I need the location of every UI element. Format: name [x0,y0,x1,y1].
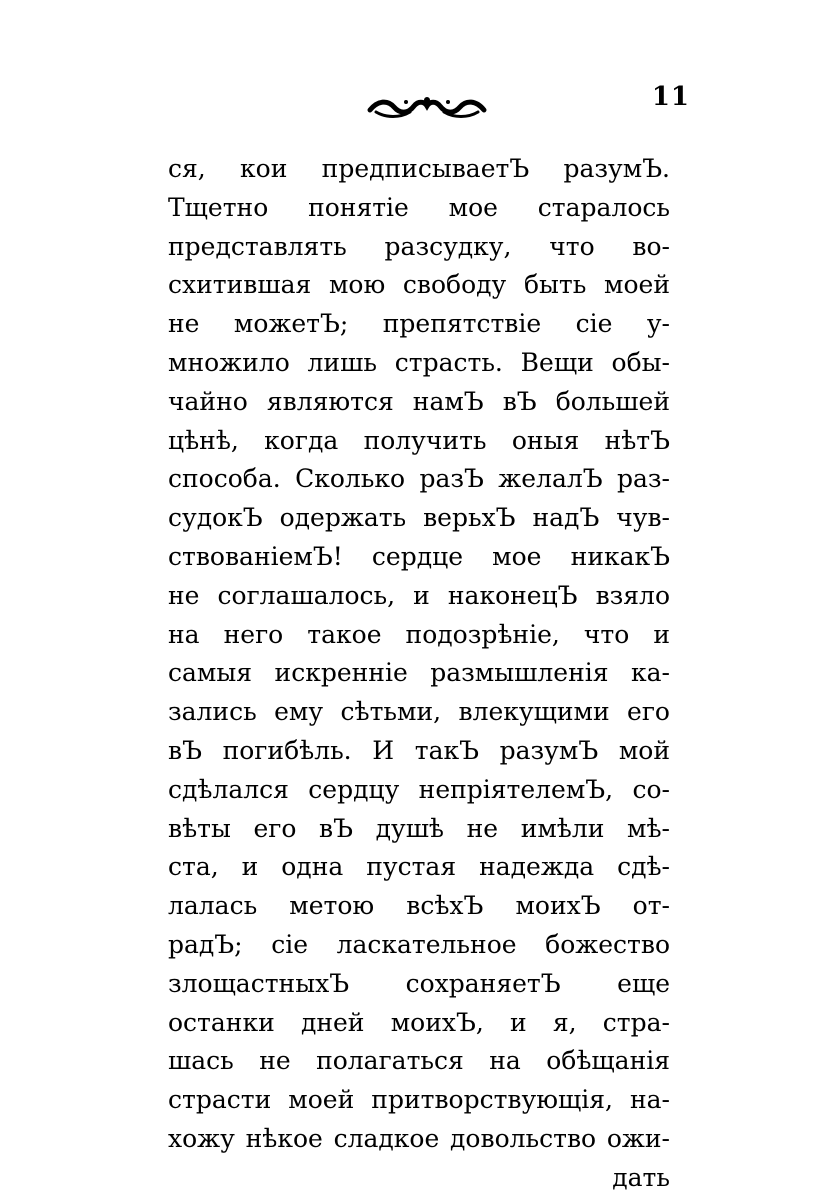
text-line: вѣты его вЪ душѣ не имѣли мѣ- [168,813,670,843]
text-line: судокЪ одержать верьхЪ надЪ чув- [168,503,670,533]
text-line: представлять разсудку, что во- [168,231,670,261]
text-line: самыя искренніе размышленія ка- [168,658,670,688]
text-line: зались ему сѣтьми, влекущими его [168,697,670,727]
headpiece-ornament-icon [366,92,488,122]
text-line: чайно являются намЪ вЪ большей [168,386,670,416]
text-line: схитившая мою свободу быть моей [168,270,670,300]
text-line: ся, кои предписываетЪ разумЪ. [168,154,670,183]
page-number: 11 [651,82,690,112]
text-line: шась не полагаться на обѣщанія [168,1046,670,1076]
text-line: не можетЪ; препятствіе сіе у- [168,309,670,339]
body-text [168,150,670,1198]
text-line: ста, и одна пустая надежда сдѣ- [168,852,670,882]
text-line: не соглашалось, и наконецЪ взяло [168,580,670,610]
text-line: лалась метою всѣхЪ моихЪ от- [168,891,670,921]
text-line: множило лишь страсть. Вещи обы- [168,347,670,377]
text-line: останки дней моихЪ, и я, стра- [168,1007,670,1037]
text-line: способа. Сколько разЪ желалЪ раз- [168,464,670,494]
text-line: злощастныхЪ сохраняетЪ еще [168,968,670,998]
text-line: на него такое подозрѣніе, что и [168,619,670,649]
text-line: цѣнѣ, когда получить оныя нѣтЪ [168,425,670,455]
text-line: сдѣлался сердцу непріятелемЪ, со- [168,774,670,804]
text-line: радЪ; сіе ласкательное божество [168,929,670,959]
text-line: вЪ погибѣль. И такЪ разумЪ мой [168,735,670,765]
text-line: ствованіемЪ! сердце мое никакЪ [168,541,670,571]
text-line: страсти моей притворствующія, на- [168,1085,670,1115]
text-line: хожу нѣкое сладкое довольство ожи- [168,1123,670,1153]
catchword: дать [612,1162,670,1192]
text-line: Тщетно понятіе мое старалось [168,192,670,222]
